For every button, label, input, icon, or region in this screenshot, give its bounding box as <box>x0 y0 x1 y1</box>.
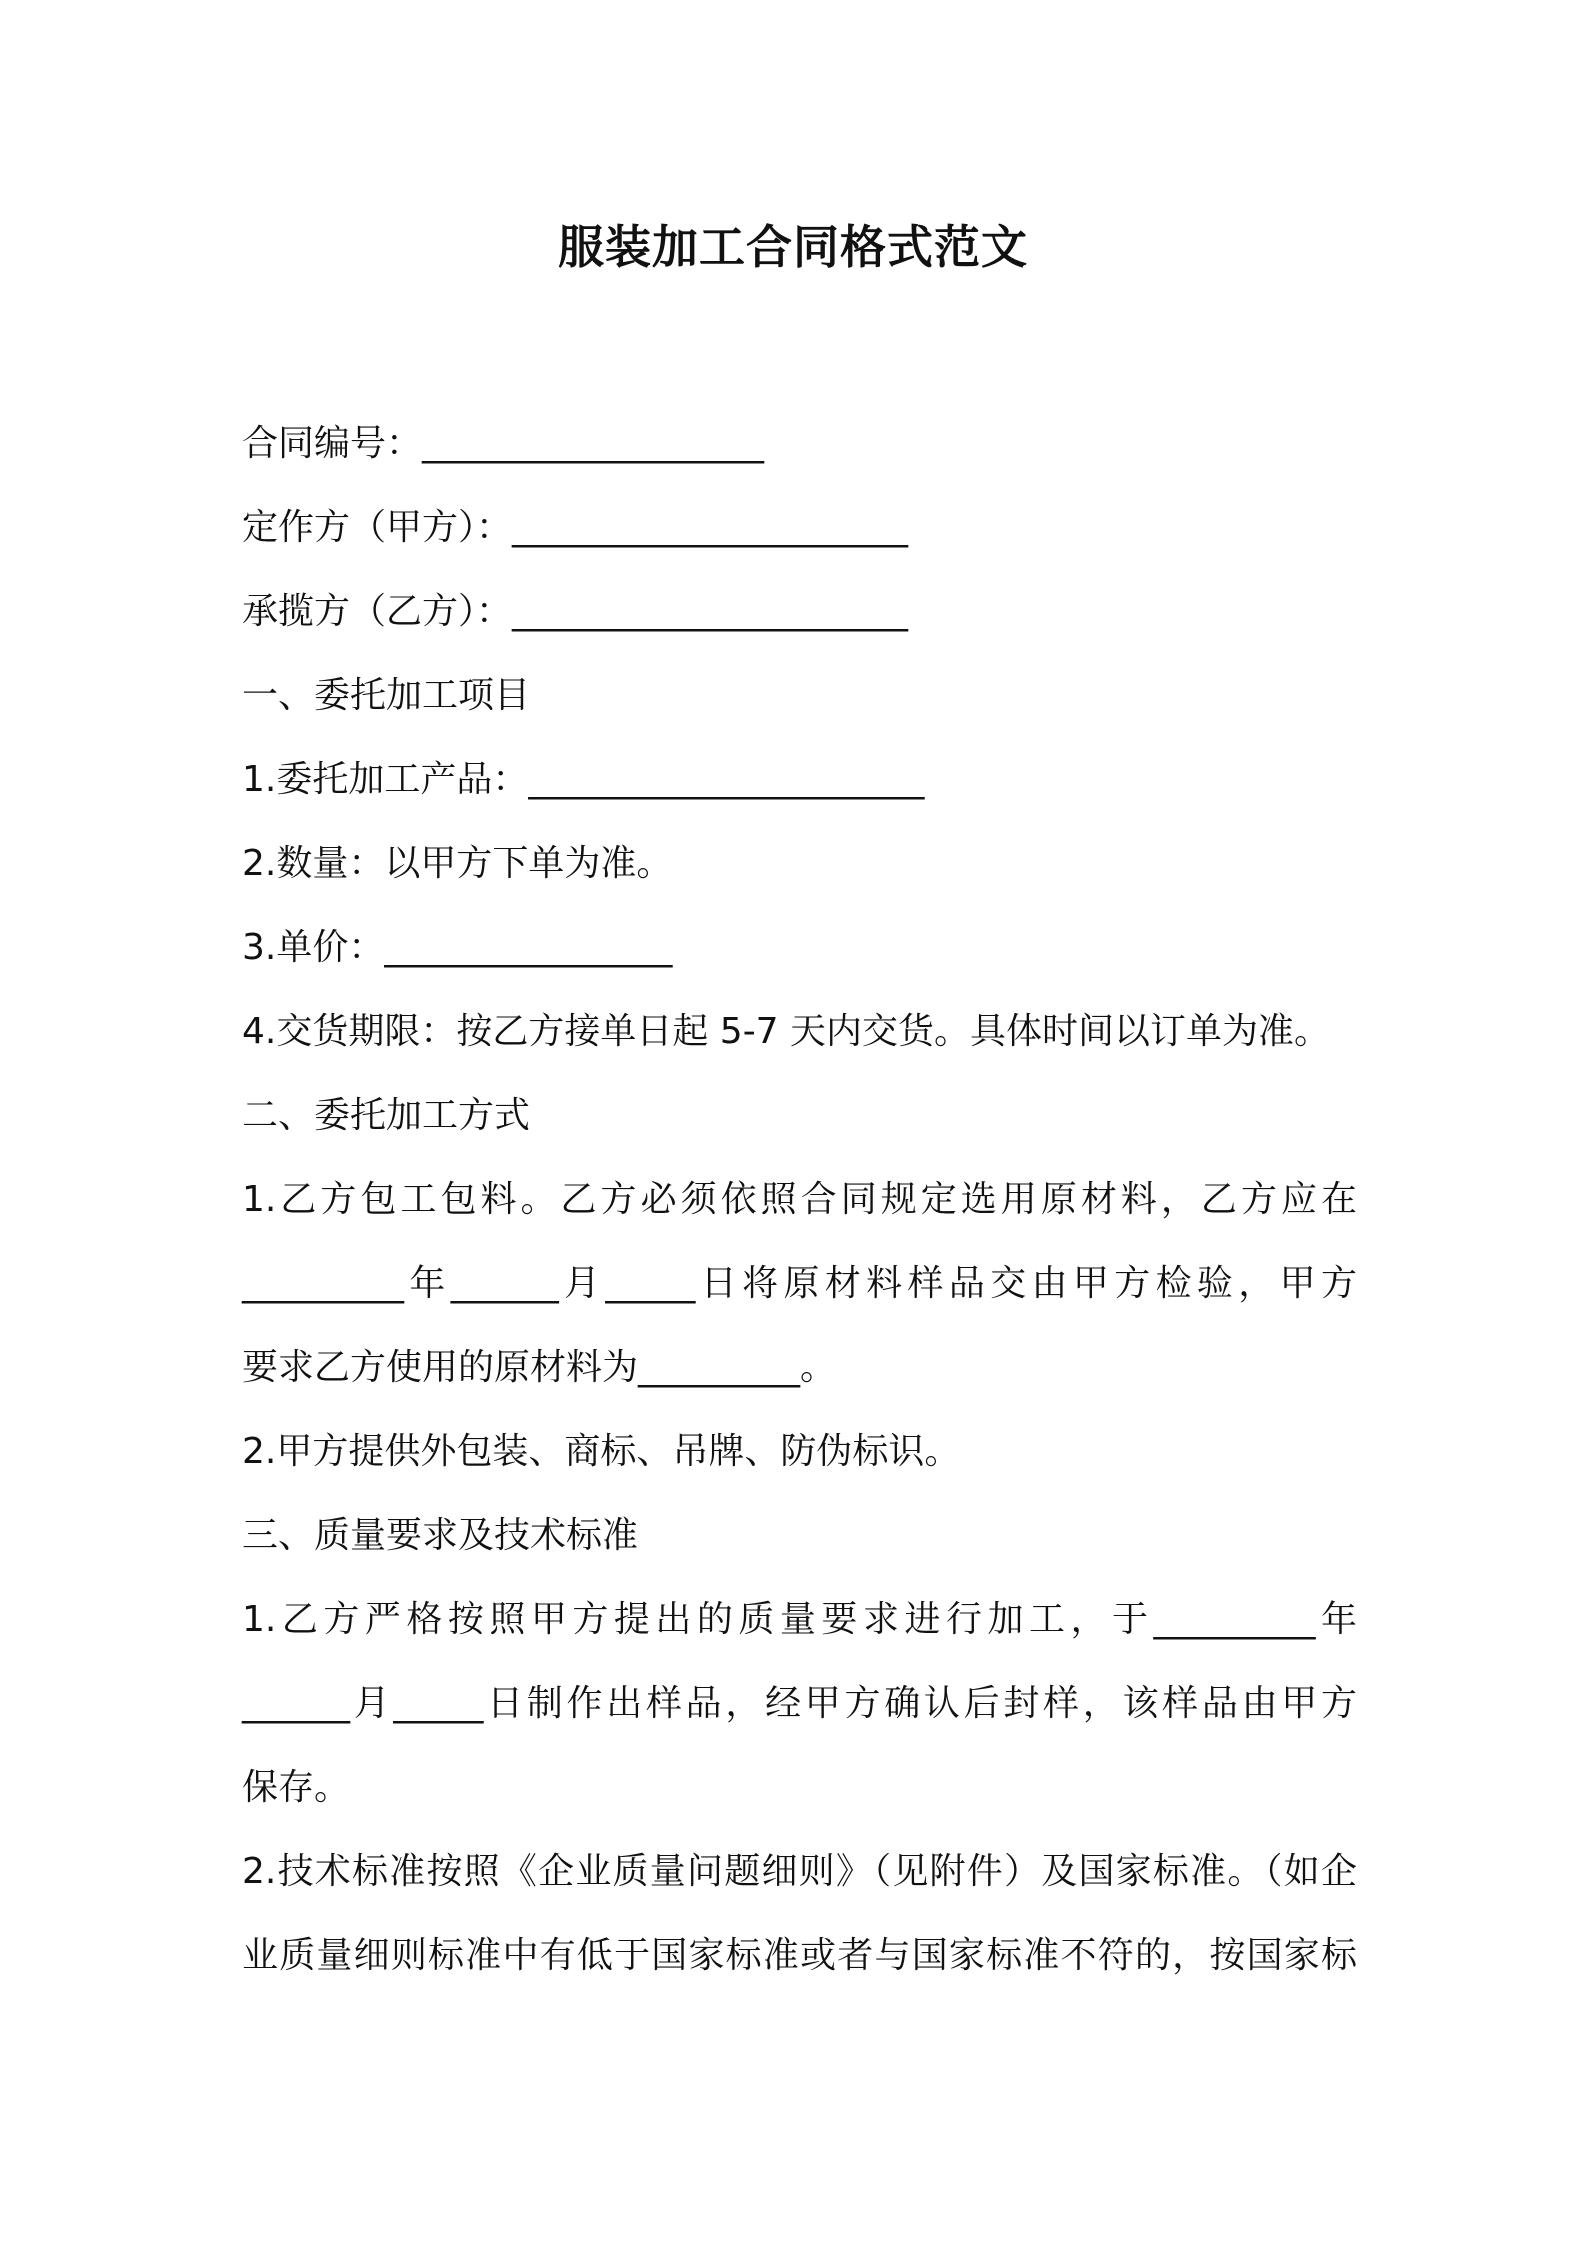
paragraph-line: 要求乙方使用的原材料为_________。 <box>242 1347 837 1388</box>
paragraph-line: 业质量细则标准中有低于国家标准或者与国家标准不符的，按国家标 <box>242 1935 1357 1976</box>
contract-number-line: 合同编号：___________________ <box>242 423 765 464</box>
section-heading-2: 二、委托加工方式 <box>242 1095 531 1136</box>
party-a-line: 定作方（甲方）：______________________ <box>242 507 909 548</box>
paragraph-line: 保存。 <box>242 1767 351 1808</box>
paragraph-line: _________年______月_____日将原材料样品交由甲方检验，甲方 <box>242 1263 1357 1304</box>
paragraph-line: 2.甲方提供外包装、商标、吊牌、防伪标识。 <box>242 1431 961 1472</box>
party-b-line: 承揽方（乙方）：______________________ <box>242 591 909 632</box>
paragraph-line: 1.乙方包工包料。乙方必须依照合同规定选用原材料，乙方应在 <box>242 1179 1357 1220</box>
section-heading-3: 三、质量要求及技术标准 <box>242 1515 639 1556</box>
quantity-line: 2.数量：以甲方下单为准。 <box>242 843 673 884</box>
product-line: 1.委托加工产品：______________________ <box>242 759 925 800</box>
paragraph-line: 2.技术标准按照《企业质量问题细则》（见附件）及国家标准。（如企 <box>242 1851 1357 1892</box>
paragraph-line: 1.乙方严格按照甲方提出的质量要求进行加工，于_________年 <box>242 1599 1357 1640</box>
section-heading-1: 一、委托加工项目 <box>242 675 531 716</box>
delivery-term-line: 4.交货期限：按乙方接单日起 5-7 天内交货。具体时间以订单为准。 <box>242 1011 1331 1052</box>
document-title: 服装加工合同格式范文 <box>558 220 1028 274</box>
document-body <box>242 402 1357 1998</box>
unit-price-line: 3.单价：________________ <box>242 927 673 968</box>
paragraph-line: ______月_____日制作出样品，经甲方确认后封样，该样品由甲方 <box>242 1683 1357 1724</box>
